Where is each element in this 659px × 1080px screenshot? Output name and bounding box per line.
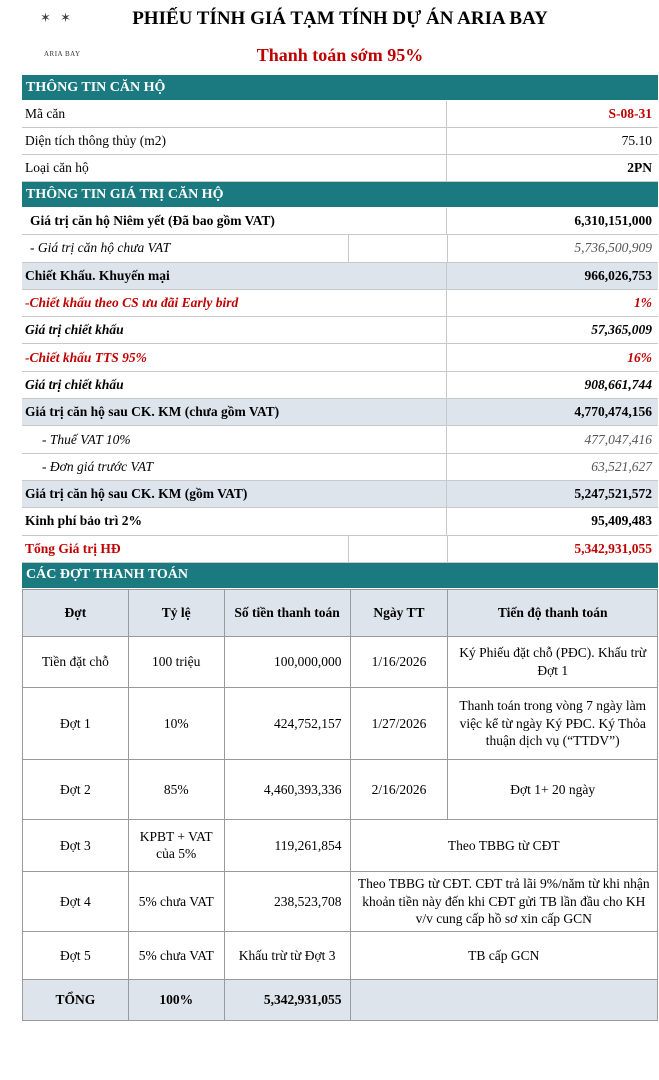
row-contract-total: Tổng Giá trị HĐ 5,342,931,055 <box>22 536 658 563</box>
row-price-excl-vat: - Giá trị căn hộ chưa VAT 5,736,500,909 <box>22 235 658 262</box>
table-row: Đợt 1 10% 424,752,157 1/27/2026 Thanh toán trong vòng 7 ngày làm việc kể từ ngày Ký PĐC. Ký Thỏa thuận dịch vụ (“TTDV”) <box>23 687 658 759</box>
logo <box>40 10 81 58</box>
row-vat: - Thuế VAT 10% 477,047,416 <box>22 426 658 453</box>
row-unit-code: Mã căn S-08-31 <box>22 101 658 128</box>
row-tts-discount: -Chiết khấu TTS 95% 16% <box>22 344 658 371</box>
row-discount-total: Chiết Khấu. Khuyến mại 966,026,753 <box>22 263 658 290</box>
row-early-bird-value: Giá trị chiết khấu 57,365,009 <box>22 317 658 344</box>
price-sheet <box>22 75 658 1021</box>
table-row: Đợt 4 5% chưa VAT 238,523,708 Theo TBBG từ CĐT. CĐT trả lãi 9%/năm từ khi nhận khoản tiền này đến khi CĐT gửi TB lần đầu cho KH v/v cung cấp hồ sơ xin cấp GCN <box>23 871 658 931</box>
row-maintenance-fee: Kinh phí bảo trì 2% 95,409,483 <box>22 508 658 535</box>
page-title: PHIẾU TÍNH GIÁ TẠM TÍNH DỰ ÁN ARIA BAY <box>132 8 548 29</box>
table-row: Đợt 2 85% 4,460,393,336 2/16/2026 Đợt 1+ 20 ngày <box>23 759 658 819</box>
row-price-incl-vat: Giá trị căn hộ sau CK. KM (gồm VAT) 5,247,521,572 <box>22 481 658 508</box>
col-header-ratio: Tỷ lệ <box>128 589 224 636</box>
payment-total-row: TỔNG 100% 5,342,931,055 <box>23 979 658 1020</box>
row-early-bird: -Chiết khấu theo CS ưu đãi Early bird 1% <box>22 290 658 317</box>
row-unit-price: - Đơn giá trước VAT 63,521,627 <box>22 454 658 481</box>
row-unit-type: Loại căn hộ 2PN <box>22 155 658 182</box>
section-value-info: THÔNG TIN GIÁ TRỊ CĂN HỘ <box>22 182 658 208</box>
table-row: Đợt 5 5% chưa VAT Khấu trừ từ Đợt 3 TB cấp GCN <box>23 931 658 979</box>
table-row: Đợt 3 KPBT + VAT của 5% 119,261,854 Theo TBBG từ CĐT <box>23 819 658 871</box>
col-header-date: Ngày TT <box>350 589 448 636</box>
section-payments: CÁC ĐỢT THANH TOÁN <box>22 563 658 589</box>
table-row: Tiền đặt chỗ 100 triệu 100,000,000 1/16/2026 Ký Phiếu đặt chỗ (PĐC). Khấu trừ Đợt 1 <box>23 636 658 687</box>
col-header-phase: Đợt <box>23 589 129 636</box>
row-area: Diện tích thông thủy (m2) 75.10 <box>22 128 658 155</box>
row-tts-value: Giá trị chiết khấu 908,661,744 <box>22 372 658 399</box>
logo-text: ARIA BAY <box>44 50 81 58</box>
payment-header-row <box>23 589 658 636</box>
row-price-after-discount: Giá trị căn hộ sau CK. KM (chưa gồm VAT) 4,770,474,156 <box>22 399 658 426</box>
row-list-price: Giá trị căn hộ Niêm yết (Đã bao gồm VAT) 6,310,151,000 <box>22 208 658 235</box>
col-header-progress: Tiến độ thanh toán <box>448 589 658 636</box>
payment-table <box>22 589 658 1021</box>
section-apartment-info: THÔNG TIN CĂN HỘ <box>22 75 658 101</box>
logo-mark: ✶ ✶ <box>40 10 75 25</box>
page-subtitle: Thanh toán sớm 95% <box>256 45 424 65</box>
col-header-amount: Số tiền thanh toán <box>224 589 350 636</box>
